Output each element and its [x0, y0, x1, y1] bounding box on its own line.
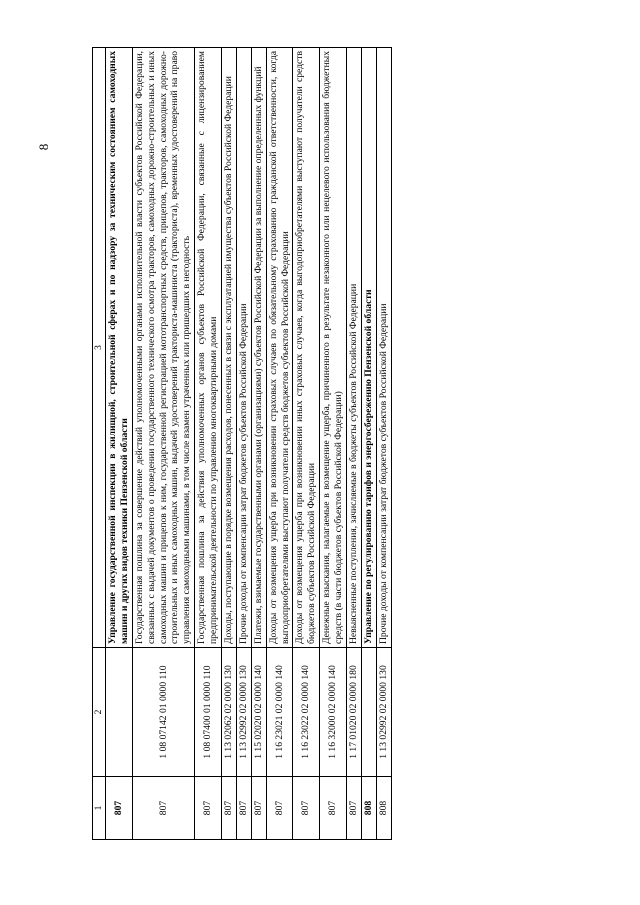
header-col-3: 3: [93, 48, 106, 648]
revenue-code-cell: 1 08 07142 01 0000 110: [132, 648, 194, 777]
page-number: 8: [36, 143, 51, 151]
admin-code-cell: 807: [132, 777, 194, 840]
admin-code-cell: 807: [222, 777, 237, 840]
admin-code-cell: 807: [347, 777, 362, 840]
table-row: [266, 48, 293, 840]
table-row: [293, 48, 320, 840]
description-cell: Невыясненные поступления, зачисляемые в бюджеты субъектов Российской Федерации: [347, 48, 362, 648]
admin-code-cell: 807: [251, 777, 266, 840]
table-header-row: [93, 48, 106, 840]
description-cell: Управление по регулированию тарифов и энергосбережению Пензенской области: [361, 48, 376, 648]
revenue-code-cell: [106, 648, 133, 777]
table-row: [251, 48, 266, 840]
table-row: [347, 48, 362, 840]
revenue-code-cell: 1 17 01020 02 0000 180: [347, 648, 362, 777]
admin-code-cell: 807: [266, 777, 293, 840]
revenue-code-cell: 1 16 23022 02 0000 140: [293, 648, 320, 777]
description-cell: Прочие доходы от компенсации затрат бюджетов субъектов Российской Федерации: [236, 48, 251, 648]
revenue-code-cell: 1 15 02020 02 0000 140: [251, 648, 266, 777]
description-cell: Управление государственной инспекции в жилищной, строительной сферах и по надзору за техническим состоянием самоходных машин и других видов техники Пензенской области: [106, 48, 133, 648]
admin-code-cell: 807: [106, 777, 133, 840]
admin-code-cell: 807: [320, 777, 347, 840]
budget-codes-table: [92, 47, 392, 840]
description-cell: Доходы, поступающие в порядке возмещения расходов, понесенных в связи с эксплуатацией имущества субъектов Российской Федерации: [222, 48, 237, 648]
admin-code-cell: 808: [361, 777, 376, 840]
revenue-code-cell: 1 16 23021 02 0000 140: [266, 648, 293, 777]
table-row: [195, 48, 222, 840]
table-row: [222, 48, 237, 840]
admin-code-cell: 807: [293, 777, 320, 840]
admin-code-cell: 807: [195, 777, 222, 840]
rotated-table-container: [92, 47, 532, 840]
revenue-code-cell: 1 13 02992 02 0000 130: [376, 648, 391, 777]
revenue-code-cell: 1 13 02992 02 0000 130: [236, 648, 251, 777]
admin-code-cell: 808: [376, 777, 391, 840]
header-col-1: 1: [93, 777, 106, 840]
description-cell: Государственная пошлина за действия уполномоченных органов субъектов Российской Федерации, связанные с лицензированием предпринимательской деятельности по управлению многоквартирными домами: [195, 48, 222, 648]
description-cell: Прочие доходы от компенсации затрат бюджетов субъектов Российской Федерации: [376, 48, 391, 648]
admin-code-cell: 807: [236, 777, 251, 840]
table-row: [132, 48, 194, 840]
revenue-code-cell: 1 13 02062 02 0000 130: [222, 648, 237, 777]
table-row: [320, 48, 347, 840]
header-col-2: 2: [93, 648, 106, 777]
revenue-code-cell: [361, 648, 376, 777]
description-cell: Платежи, взимаемые государственными органами (организациями) субъектов Российской Федерации за выполнение определенных функций: [251, 48, 266, 648]
description-cell: Доходы от возмещения ущерба при возникновении страховых случаев по обязательному страхованию гражданской ответственности, когда выгодоприобретателями выступают получатели средств бюджетов субъектов Российской Федерации: [266, 48, 293, 648]
description-cell: Государственная пошлина за совершение действий уполномоченными органами исполнительной власти субъектов Российской Федерации, связанных с выдачей документов о проведении государственного технического осмотра тракторов, самоходных дорожно-строительных и иных самоходных машин и прицепов к ним, государственной регистрацией мототранспортных средств, прицепов, тракторов, самоходных дорожно-строительных и иных самоходных машин, выдачей удостоверений тракториста-машиниста (тракториста), временных удостоверений на право управления самоходными машинами, в том числе взамен утраченных или пришедших в негодность: [132, 48, 194, 648]
table-row: [361, 48, 376, 840]
revenue-code-cell: 1 08 07400 01 0000 110: [195, 648, 222, 777]
description-cell: Доходы от возмещения ущерба при возникновении иных страховых случаев, когда выгодоприобретателями выступают получатели средств бюджетов субъектов Российской Федерации: [293, 48, 320, 648]
revenue-code-cell: 1 16 32000 02 0000 140: [320, 648, 347, 777]
table-row: [376, 48, 391, 840]
description-cell: Денежные взыскания, налагаемые в возмещение ущерба, причиненного в результате незаконного или нецелевого использования бюджетных средств (в части бюджетов субъектов Российской Федерации): [320, 48, 347, 648]
table-row: [106, 48, 133, 840]
table-row: [236, 48, 251, 840]
